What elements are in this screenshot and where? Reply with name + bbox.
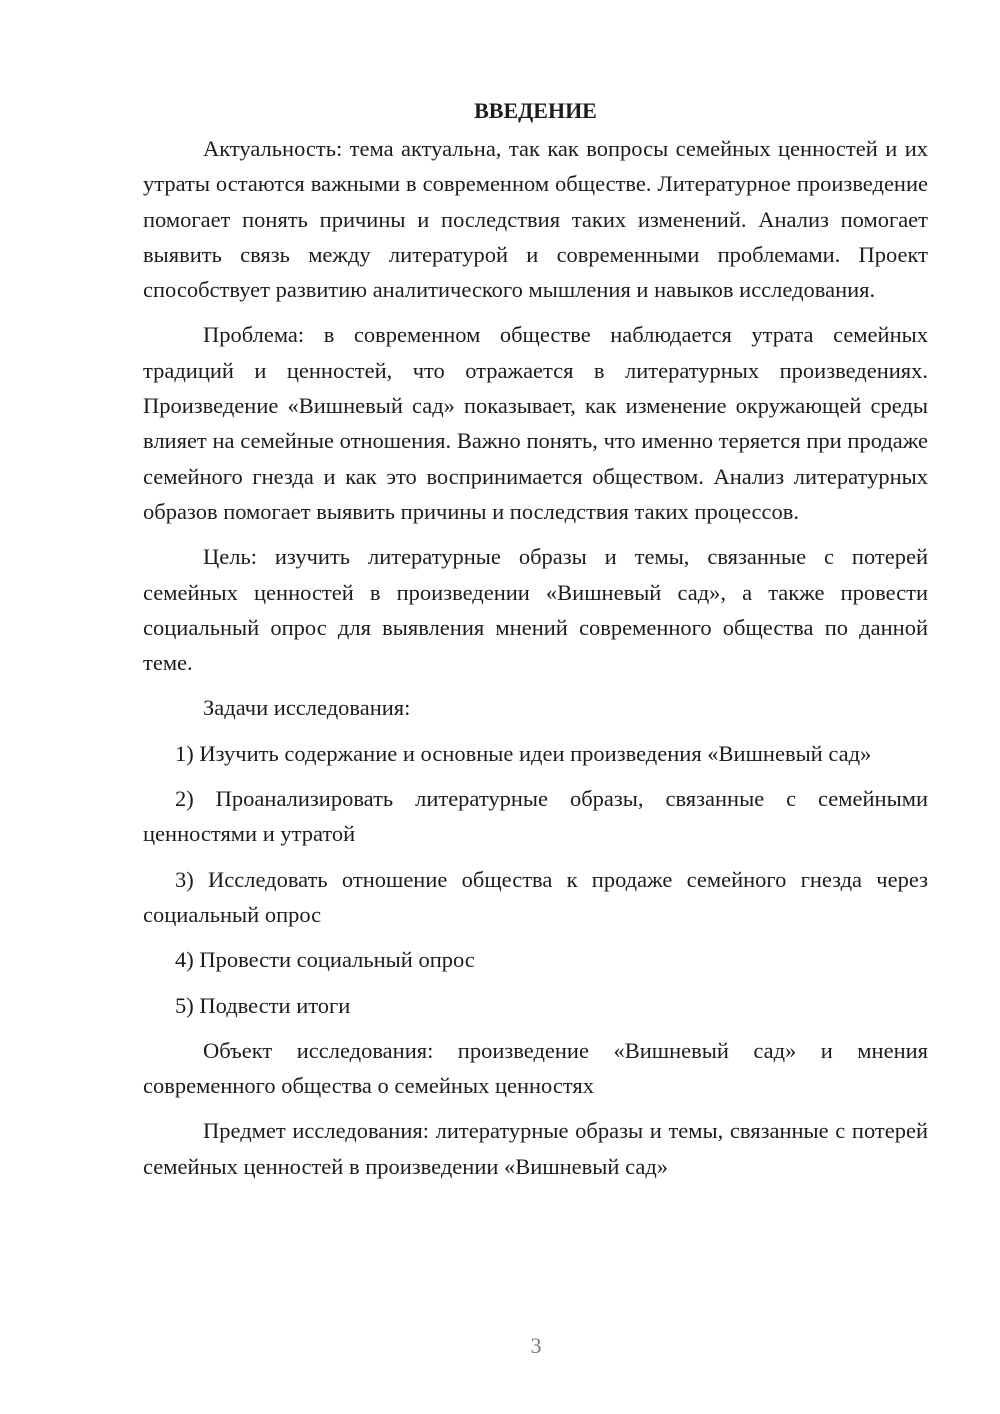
task-item-1: 1) Изучить содержание и основные идеи произведения «Вишневый сад» <box>175 740 872 766</box>
problem-paragraph: Проблема: в современном обществе наблюдается утрата семейных традиций и ценностей, что отражается в литературных произведениях. Произведение «Вишневый сад» показывает, как изменение окружающей среды влияет на семейные отношения. Важно понять, что именно теряется при продаже семейного гнезда и как это воспринимается обществом. Анализ литературных образов помогает выявить причины и последствия таких процессов. <box>143 322 928 524</box>
task-item-5: 5) Подвести итоги <box>175 992 351 1018</box>
task-item-3: 3) Исследовать отношение общества к продаже семейного гнезда через социальный опрос <box>143 866 928 927</box>
page-title: ВВЕДЕНИЕ <box>474 98 597 123</box>
page-number: 3 <box>530 1333 542 1358</box>
subject-paragraph: Предмет исследования: литературные образы и темы, связанные с потерей семейных ценностей в произведении «Вишневый сад» <box>143 1118 928 1179</box>
object-paragraph: Объект исследования: произведение «Вишневый сад» и мнения современного общества о семейных ценностях <box>143 1037 928 1099</box>
task-item-2: 2) Проанализировать литературные образы, связанные с семейными ценностями и утратой <box>143 786 928 847</box>
goal-paragraph: Цель: изучить литературные образы и темы, связанные с потерей семейных ценностей в произведении «Вишневый сад», а также провести социальный опрос для выявления мнений современного общества по данной теме. <box>143 544 928 676</box>
relevance-paragraph: Актуальность: тема актуальна, так как вопросы семейных ценностей и их утраты остаются важными в современном обществе. Литературное произведение помогает понять причины и последствия таких изменений. Анализ помогает выявить связь между литературой и современными проблемами. Проект способствует развитию аналитического мышления и навыков исследования. <box>143 136 928 303</box>
task-item-4: 4) Провести социальный опрос <box>175 947 475 973</box>
document-page <box>143 96 928 1194</box>
tasks-heading: Задачи исследования: <box>203 695 411 721</box>
